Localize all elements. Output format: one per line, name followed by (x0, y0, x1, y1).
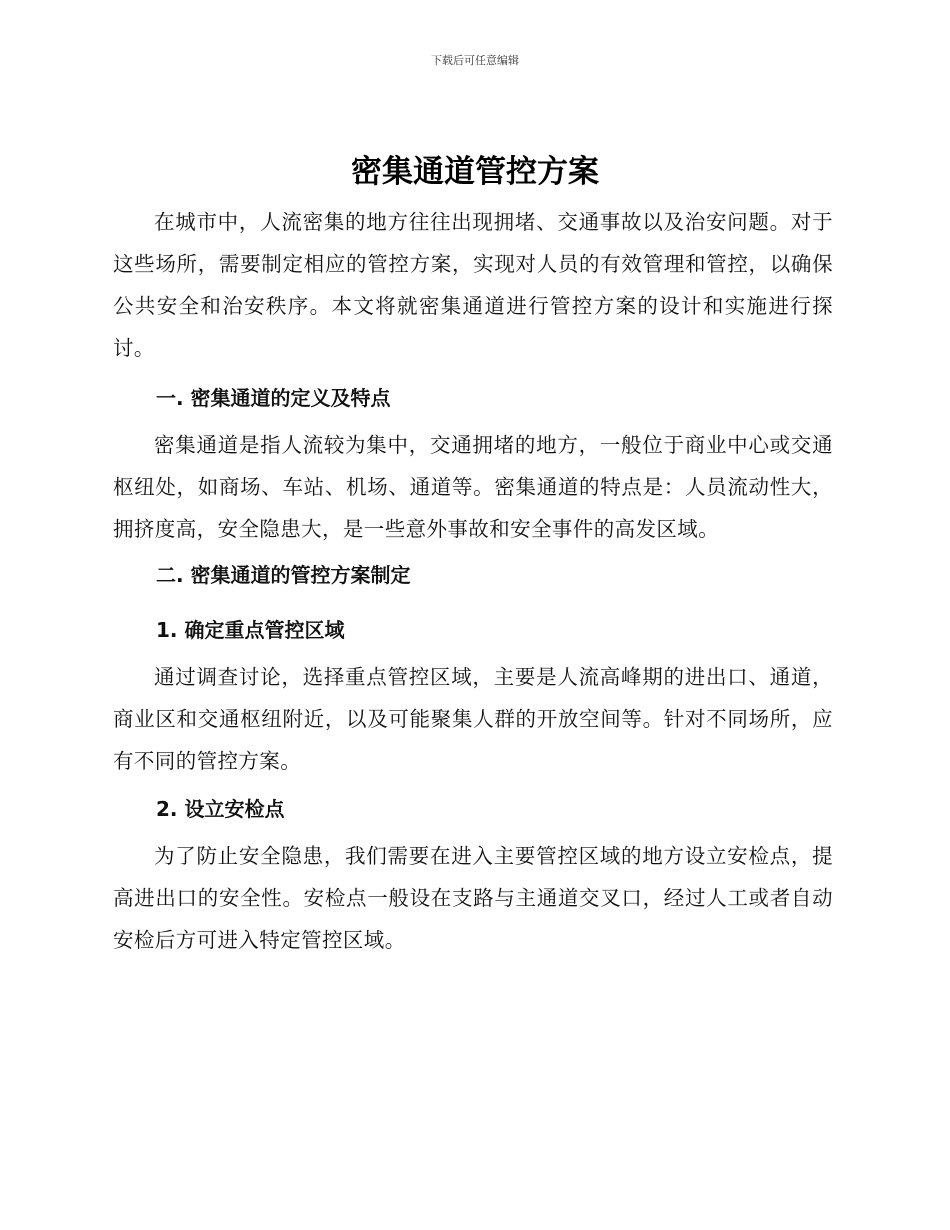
section-1-heading: 一. 密集通道的定义及特点 (156, 386, 391, 410)
subsection-2-1-paragraph: 通过调查讨论，选择重点管控区域，主要是人流高峰期的进出口、通道，商业区和交通枢纽附近，以及可能聚集人群的开放空间等。针对不同场所，应有不同的管控方案。 (113, 665, 833, 773)
document-body (113, 201, 833, 961)
section-1-paragraph: 密集通道是指人流较为集中，交通拥堵的地方，一般位于商业中心或交通枢纽处，如商场、车站、机场、通道等。密集通道的特点是：人员流动性大，拥挤度高，安全隐患大，是一些意外事故和安全事件的高发区域。 (113, 433, 833, 541)
document-title: 密集通道管控方案 (351, 154, 599, 190)
subsection-2-2-heading: 2. 设立安检点 (156, 797, 285, 821)
subsection-2-1-heading: 1. 确定重点管控区域 (156, 618, 345, 642)
subsection-2-2-paragraph: 为了防止安全隐患，我们需要在进入主要管控区域的地方设立安检点，提高进出口的安全性。安检点一般设在支路与主通道交叉口，经过人工或者自动安检后方可进入特定管控区域。 (113, 844, 833, 952)
page-header: 下载后可任意编辑 (431, 54, 519, 67)
section-2-heading: 二. 密集通道的管控方案制定 (156, 563, 411, 587)
intro-paragraph: 在城市中，人流密集的地方往往出现拥堵、交通事故以及治安问题。对于这些场所，需要制定相应的管控方案，实现对人员的有效管理和管控，以确保公共安全和治安秩序。本文将就密集通道进行管控方案的设计和实施进行探讨。 (113, 210, 833, 360)
